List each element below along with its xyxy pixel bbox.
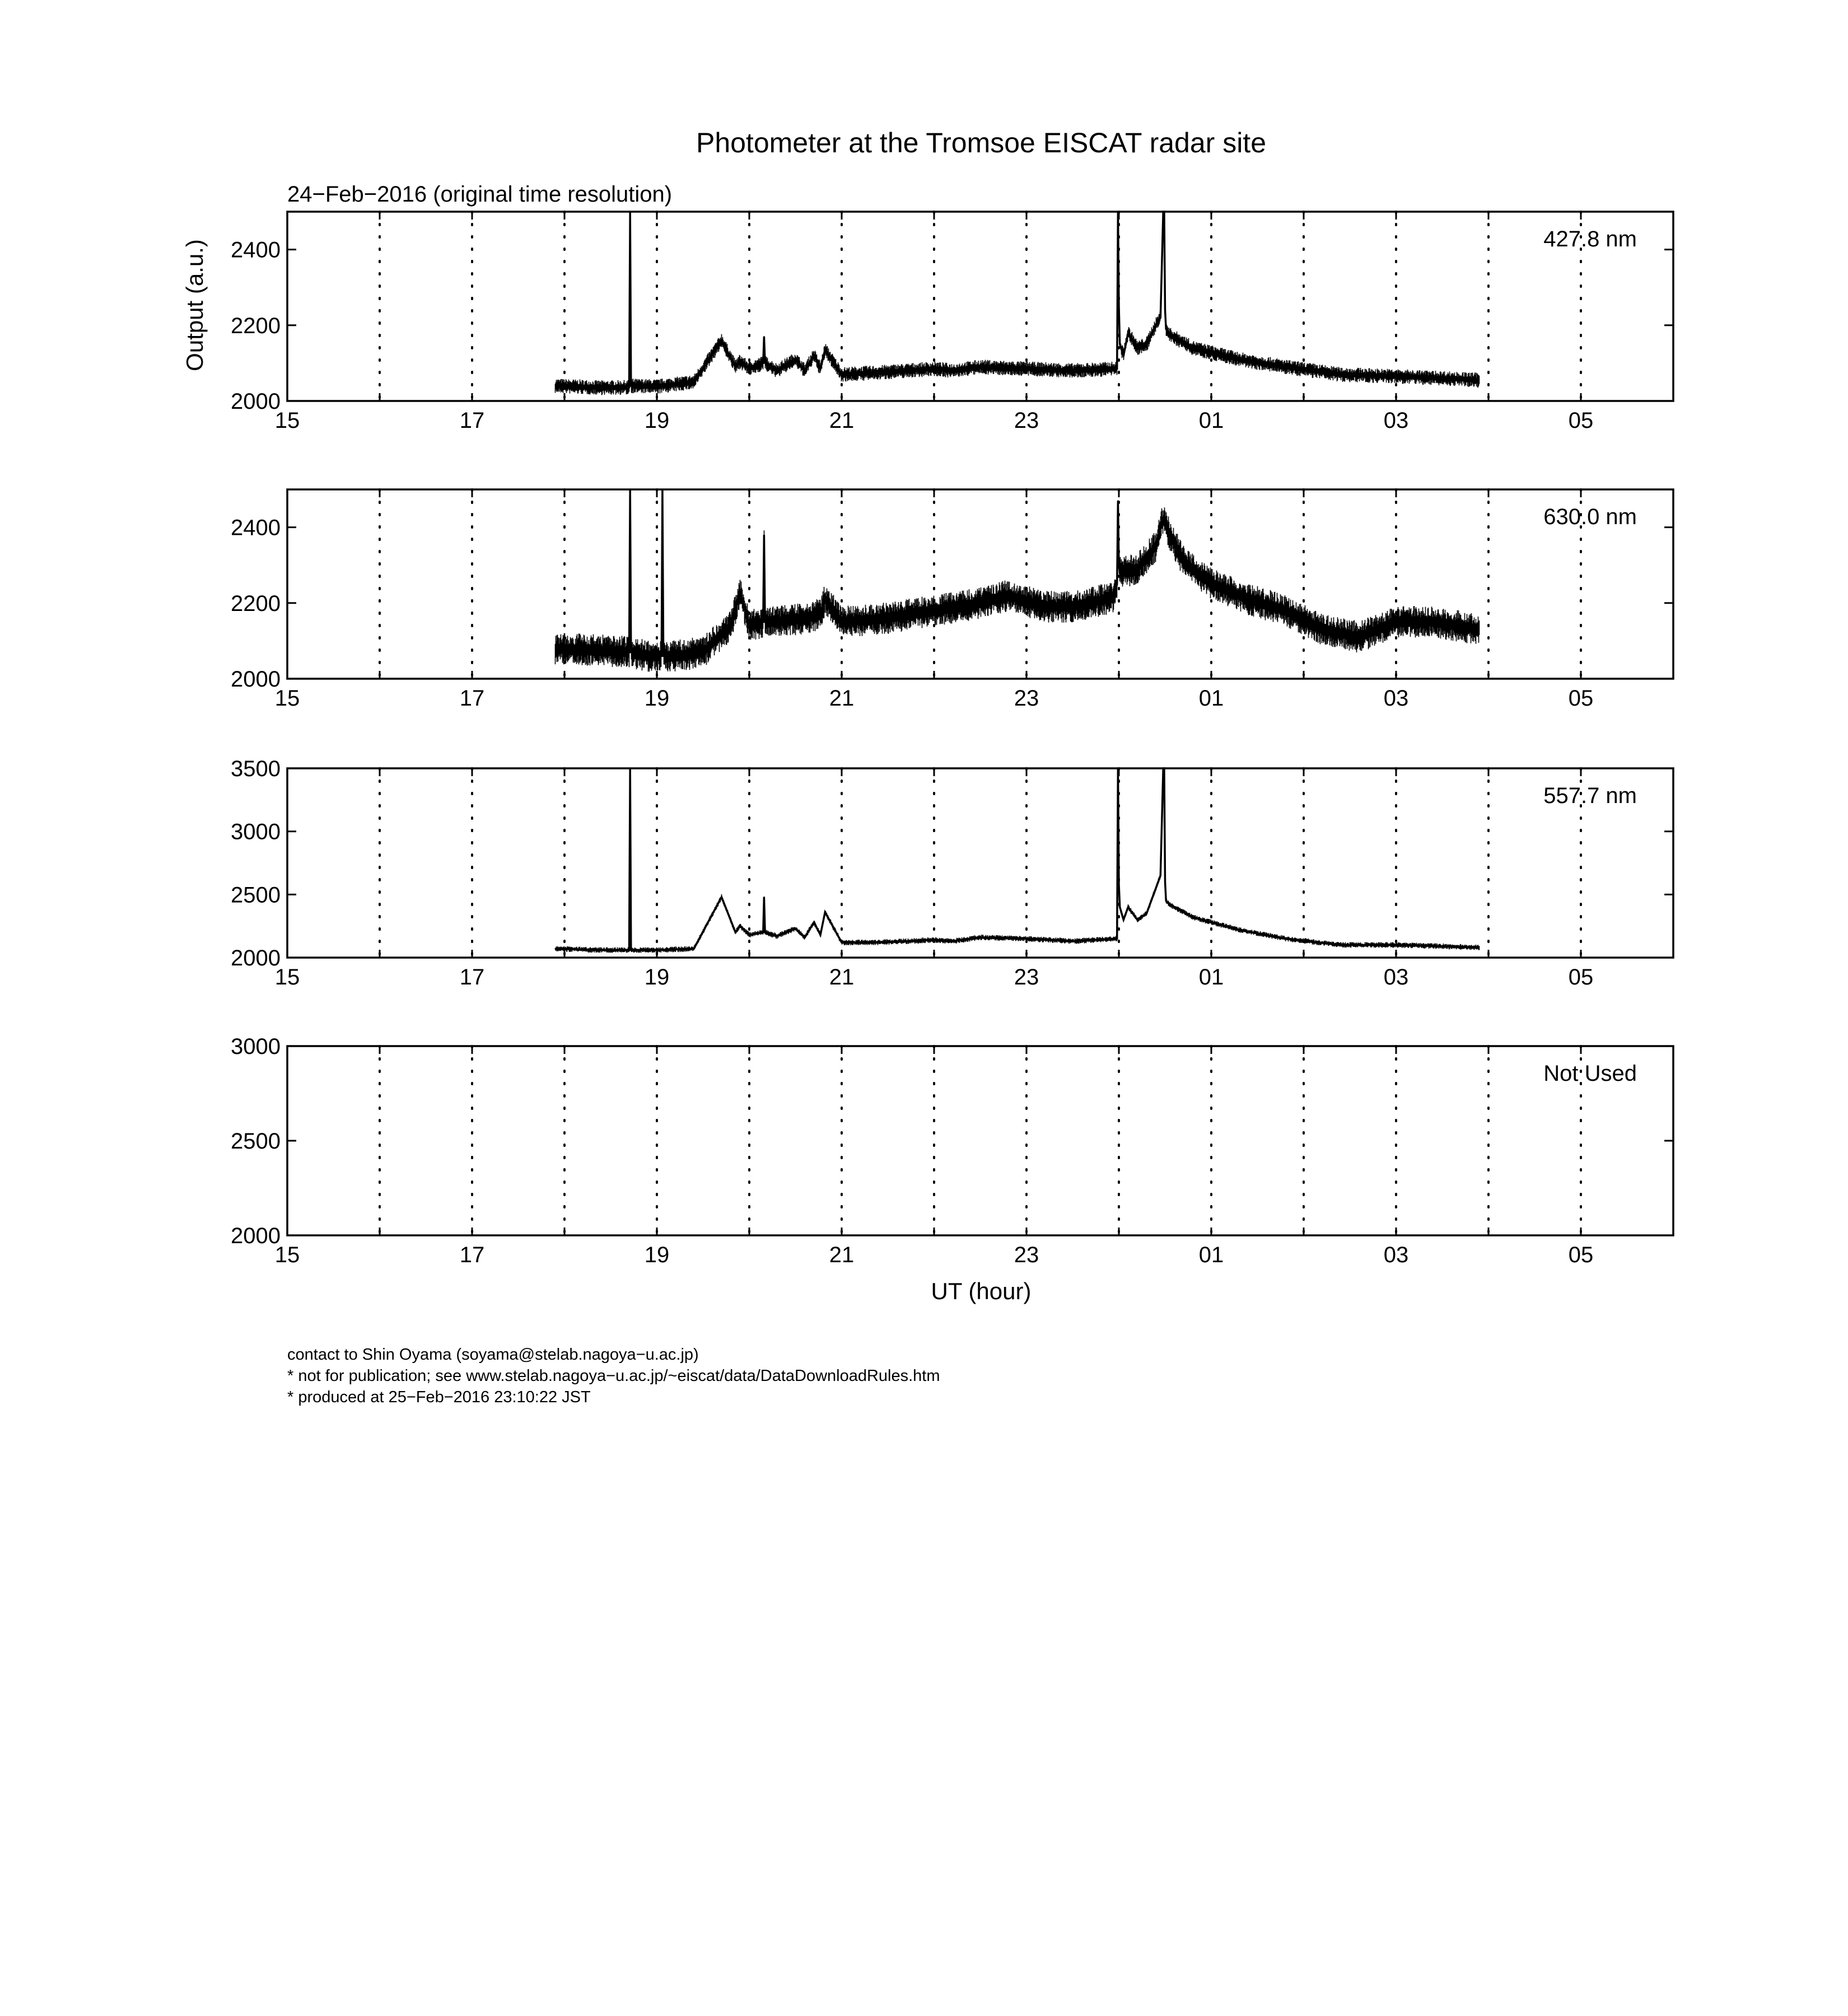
y-tick-label: 2000 [231, 389, 281, 414]
x-tick-label: 05 [1568, 965, 1594, 990]
panel-frame [287, 768, 1673, 958]
panel-1 [231, 212, 1673, 433]
panel-frame [287, 1046, 1673, 1235]
x-tick-label: 23 [1014, 408, 1039, 433]
panel-label: Not Used [1543, 1061, 1637, 1086]
panel-2 [231, 489, 1673, 711]
x-tick-label: 01 [1198, 965, 1224, 990]
panel-label: 630.0 nm [1543, 505, 1637, 529]
x-tick-label: 17 [459, 965, 485, 990]
x-tick-label: 23 [1014, 686, 1039, 711]
data-line [556, 768, 1480, 950]
x-tick-label: 23 [1014, 1243, 1039, 1267]
x-tick-label: 19 [644, 965, 670, 990]
footer-contact: contact to Shin Oyama (soyama@stelab.nagoya−u.ac.jp) [287, 1346, 699, 1364]
x-tick-label: 05 [1568, 1243, 1594, 1267]
x-tick-label: 17 [459, 1243, 485, 1267]
x-tick-label: 15 [274, 408, 300, 433]
x-tick-label: 23 [1014, 965, 1039, 990]
y-tick-label: 2200 [231, 591, 281, 616]
y-tick-label: 3500 [231, 757, 281, 781]
x-tick-label: 21 [829, 965, 855, 990]
y-tick-label: 2400 [231, 515, 281, 540]
x-tick-label: 15 [274, 965, 300, 990]
footer-notes [287, 1344, 940, 1408]
chart-title: Photometer at the Tromsoe EISCAT radar site [696, 127, 1267, 158]
panel-label: 557.7 nm [1543, 783, 1637, 808]
y-tick-label: 2000 [231, 1224, 281, 1248]
x-tick-label: 17 [459, 408, 485, 433]
panel-4 [231, 1034, 1673, 1267]
x-tick-label: 01 [1198, 686, 1224, 711]
y-tick-label: 3000 [231, 819, 281, 844]
y-tick-label: 2000 [231, 667, 281, 692]
x-tick-label: 21 [829, 686, 855, 711]
y-tick-label: 2500 [231, 1129, 281, 1154]
footer-produced-at: * produced at 25−Feb−2016 23:10:22 JST [287, 1388, 591, 1406]
x-tick-label: 01 [1198, 408, 1224, 433]
footer-publication-note: * not for publication; see www.stelab.nagoya−u.ac.jp/~eiscat/data/DataDownloadRules.htm [287, 1367, 940, 1385]
x-tick-label: 05 [1568, 686, 1594, 711]
x-tick-label: 19 [644, 408, 670, 433]
panel-frame [287, 489, 1673, 679]
x-tick-label: 03 [1383, 408, 1409, 433]
y-tick-label: 2400 [231, 237, 281, 263]
x-tick-label: 15 [274, 1243, 300, 1267]
x-tick-label: 17 [459, 686, 485, 711]
x-tick-label: 03 [1383, 1243, 1409, 1267]
x-tick-label: 03 [1383, 686, 1409, 711]
y-tick-label: 2000 [231, 946, 281, 970]
x-tick-label: 21 [829, 1243, 855, 1267]
y-axis-label: Output (a.u.) [181, 239, 208, 371]
x-tick-label: 19 [644, 686, 670, 711]
panel-label: 427.8 nm [1543, 227, 1637, 251]
x-tick-label: 01 [1198, 1243, 1224, 1267]
y-tick-label: 2200 [231, 313, 281, 338]
y-tick-label: 2500 [231, 883, 281, 908]
x-axis-label: UT (hour) [931, 1278, 1032, 1304]
panel-3 [231, 757, 1673, 990]
data-series [556, 500, 1480, 671]
y-tick-label: 3000 [231, 1034, 281, 1059]
x-tick-label: 03 [1383, 965, 1409, 990]
data-line [556, 212, 1480, 388]
x-tick-label: 15 [274, 686, 300, 711]
x-tick-label: 19 [644, 1243, 670, 1267]
panels-group [231, 212, 1673, 1267]
x-tick-label: 21 [829, 408, 855, 433]
data-series [556, 768, 1480, 953]
x-tick-label: 05 [1568, 408, 1594, 433]
chart-subtitle: 24−Feb−2016 (original time resolution) [287, 182, 673, 207]
